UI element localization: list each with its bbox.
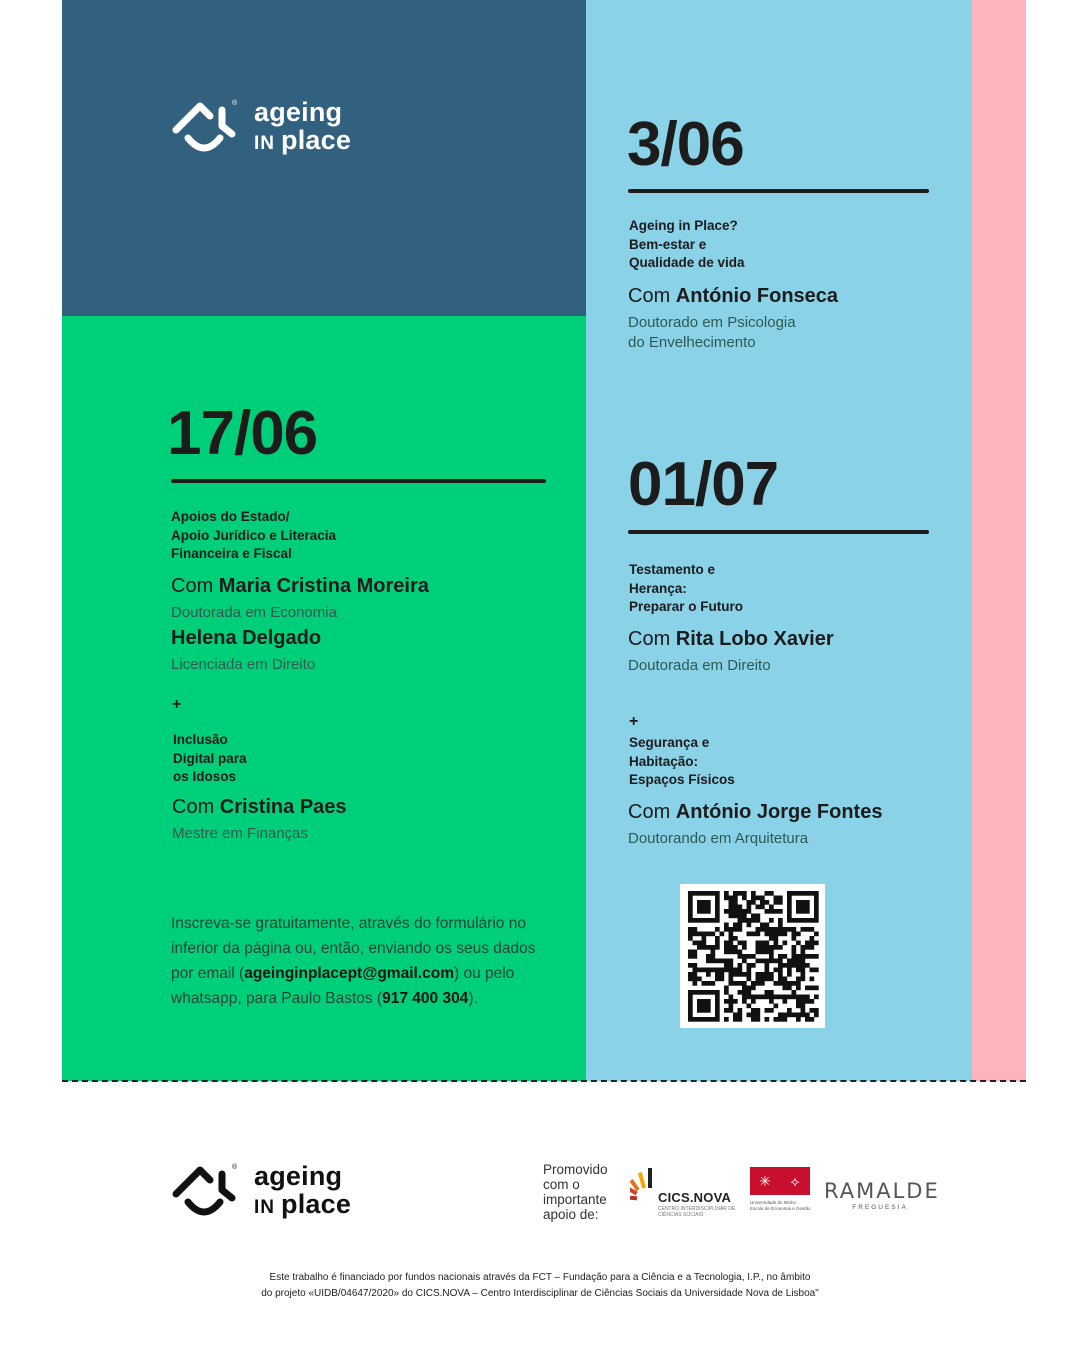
pink-strip — [972, 0, 1026, 1081]
svg-text:®: ® — [232, 100, 238, 107]
logo-word-in: IN — [254, 1196, 275, 1218]
event-speaker-credential-3: Doutorada em Direito — [628, 657, 771, 674]
plus-sign-3: + — [629, 713, 639, 730]
event-speaker-3: Com Rita Lobo Xavier — [628, 628, 834, 650]
event-speaker-2: Com Maria Cristina Moreira — [171, 575, 429, 597]
event-speaker-credential-2b: Licenciada em Direito — [171, 656, 316, 673]
uminho-mark-icon: ⟡ — [790, 1173, 800, 1189]
house-smile-icon — [170, 96, 244, 156]
cics-nova-logo: CICS.NOVA CENTRO INTERDISCIPLINAR DE CIÊNCIAS SOCIAIS — [630, 1166, 734, 1222]
logo-word-ageing: ageing — [254, 1160, 343, 1191]
event-date-2: 17/06 — [167, 399, 318, 468]
event-speaker-1: Com António Fonseca — [628, 285, 839, 307]
qr-code-icon — [680, 884, 825, 1028]
logo-word-ageing: ageing — [254, 96, 343, 127]
uminho-crest-icon: ✳ — [759, 1173, 771, 1189]
ageing-in-place-logo-footer — [170, 1160, 351, 1220]
event-speaker-credential-1: Doutorado em Psicologia do Envelhecimento — [628, 314, 796, 351]
event-speaker-credential-2c: Mestre em Finanças — [172, 825, 308, 842]
event-date-1: 3/06 — [627, 110, 744, 179]
event-talk-title-1: Ageing in Place? Bem-estar e Qualidade de vida — [629, 218, 745, 270]
event-talk-title-2: Apoios do Estado/ Apoio Jurídico e Literacia Financeira e Fiscal — [171, 509, 337, 561]
event-talk-title-3: Testamento e Herança: Preparar o Futuro — [629, 562, 744, 614]
universidade-do-minho-logo: ✳ ⟡ Universidade do Minho Escola de Economia e Gestão — [750, 1167, 812, 1223]
event-divider-2 — [171, 479, 546, 483]
ramalde-logo: RAMALDE FREGUESIA — [824, 1179, 940, 1211]
logo-word-place: place — [281, 124, 352, 155]
funding-disclaimer: Este trabalho é financiado por fundos nacionais através da FCT – Fundação para a Ciência e a Tecnologia, I.P., no âmbito do projeto «UIDB/04647/2020» do CICS.NOVA – Centro Interdisciplinar de Ciências Sociais da Universidade Nova de Lisboa" — [261, 1272, 819, 1299]
signup-email[interactable]: ageinginplacept@gmail.com — [244, 965, 454, 982]
dashed-cut-line — [62, 1080, 1026, 1082]
logo-word-place: place — [281, 1188, 352, 1219]
navy-panel — [62, 0, 586, 316]
event-talk-title-3b: Segurança e Habitação: Espaços Físicos — [629, 735, 735, 787]
signup-instructions: Inscreva-se gratuitamente, através do formulário no inferior da página ou, então, enviando os seus dados por email (ageinginplacept@gmail.com) ou pelo whatsapp, para Paulo Bastos (917 400 304). — [171, 915, 536, 1007]
event-speaker-credential-2: Doutorada em Economia — [171, 604, 337, 621]
cics-rays-icon — [630, 1166, 660, 1206]
event-divider-3 — [628, 530, 929, 534]
signup-phone[interactable]: 917 400 304 — [382, 990, 469, 1007]
event-date-3: 01/07 — [628, 450, 779, 519]
qr-code[interactable] — [680, 884, 825, 1028]
house-smile-icon — [170, 1160, 244, 1220]
event-speaker-3b: Com António Jorge Fontes — [628, 801, 883, 823]
svg-text:®: ® — [232, 1164, 238, 1171]
logo-word-in: IN — [254, 132, 275, 154]
event-speaker-2c: Com Cristina Paes — [172, 796, 347, 818]
event-speaker-credential-3b: Doutorando em Arquitetura — [628, 830, 809, 847]
event-speaker-2b: Helena Delgado — [171, 627, 322, 649]
event-talk-title-2b: Inclusão Digital para os Idosos — [173, 732, 247, 784]
promoted-by-text: Promovido com o importante apoio de: — [543, 1162, 608, 1222]
event-divider-1 — [628, 189, 929, 193]
plus-sign-2: + — [172, 696, 182, 713]
ageing-in-place-logo — [170, 96, 351, 156]
